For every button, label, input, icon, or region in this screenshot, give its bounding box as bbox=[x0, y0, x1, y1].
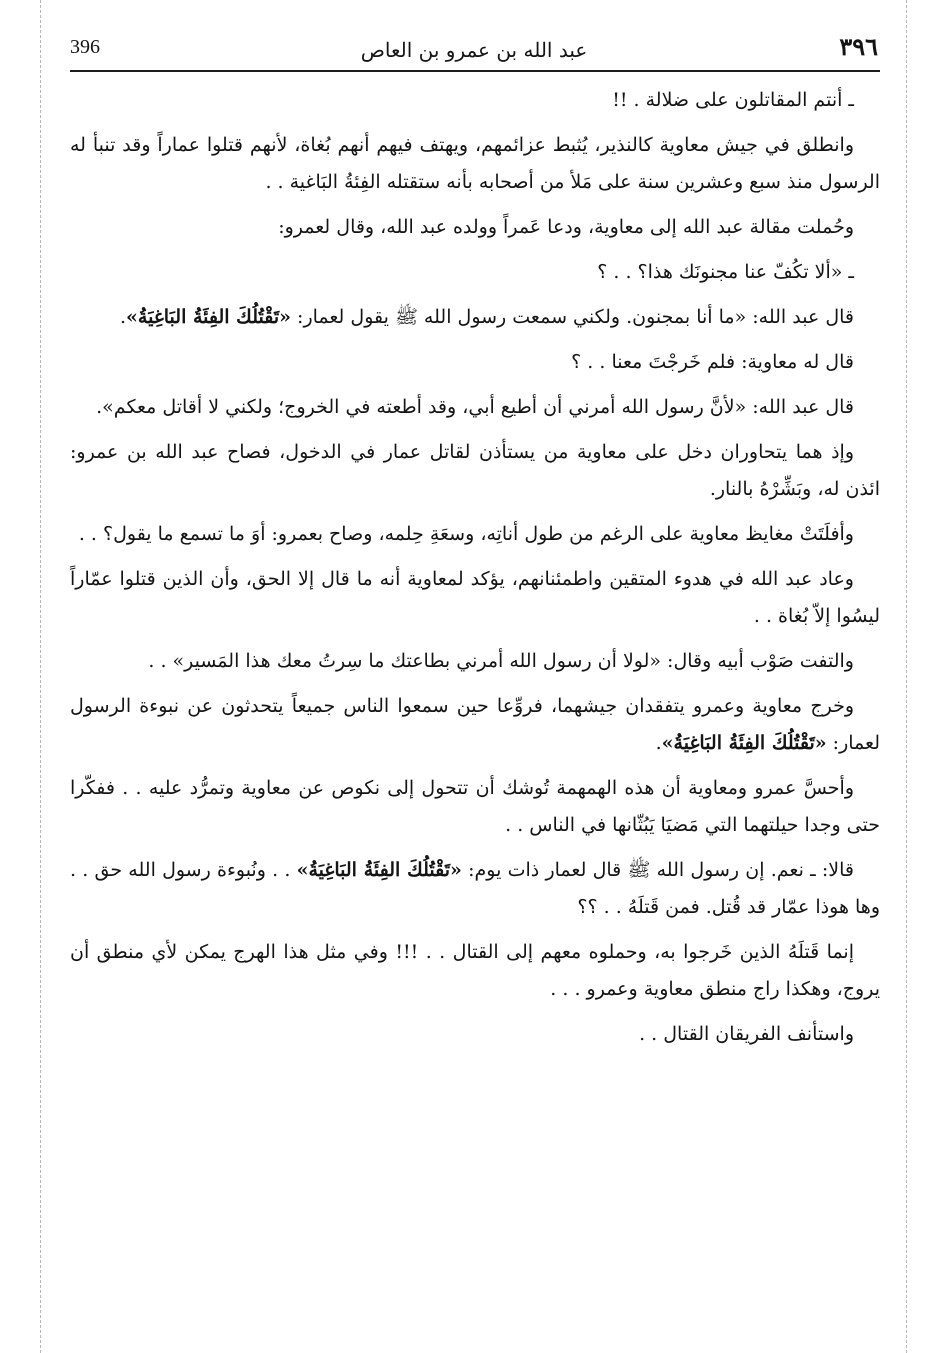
paragraph-text: وإذ هما يتحاوران دخل على معاوية من يستأذن لقاتل عمار في الدخول، فصاح عبد الله بن عمرو: ائذن له، وبَشِّرْهُ بالنار. bbox=[70, 441, 880, 500]
paragraph-text: إنما قَتلَهُ الذين خَرجوا به، وحملوه معهم إلى القتال . . !!! وفي مثل هذا الهرج يمكن لأي منطق أن يروج، وهكذا راج منطق معاوية وعمرو . . . bbox=[70, 941, 880, 1000]
body-text bbox=[70, 82, 880, 1061]
paragraph bbox=[70, 643, 880, 680]
header-rule bbox=[70, 70, 880, 72]
paragraph-text: وخرج معاوية وعمرو يتفقدان جيشهما، فروِّعا حين سمعوا الناس جميعاً يتحدثون عن نبوءة الرسول لعمار: bbox=[70, 695, 880, 754]
paragraph bbox=[70, 434, 880, 508]
paragraph-text: قال له معاوية: فلم خَرجْتَ معنا . . ؟ bbox=[571, 351, 854, 373]
paragraph-text: قالا: ـ نعم. إن رسول الله ﷺ قال لعمار ذات يوم: bbox=[461, 859, 854, 881]
paragraph bbox=[70, 516, 880, 553]
hadith-quote: «تَقْتُلُكَ الفِئَةُ البَاغِيَةُ» bbox=[661, 732, 827, 754]
paragraph bbox=[70, 770, 880, 844]
paragraph-text: . . ونُبوءة رسول الله حق . . وها هوذا عمّار قد قُتل. فمن قَتلَهُ . . ؟؟ bbox=[70, 859, 880, 918]
left-dashed-margin bbox=[40, 0, 41, 1353]
paragraph-text: والتفت صَوْب أبيه وقال: «لولا أن رسول الله أمرني بطاعتك ما سِرتُ معك هذا المَسير» . . bbox=[148, 650, 854, 672]
running-title: عبد الله بن عمرو بن العاص bbox=[360, 38, 588, 62]
hadith-quote: «تَقْتُلُكَ الفِئَةُ البَاغِيَةُ» bbox=[296, 859, 462, 881]
paragraph bbox=[70, 82, 880, 119]
paragraph bbox=[70, 1016, 880, 1053]
running-header bbox=[70, 30, 878, 66]
paragraph bbox=[70, 127, 880, 201]
paragraph-text: . bbox=[655, 732, 662, 754]
page-number-latin: 396 bbox=[70, 36, 100, 58]
paragraph-text: وأحسَّ عمرو ومعاوية أن هذه الهمهمة تُوشك أن تتحول إلى نكوص عن معاوية وتمرُّد عليه . . ففكّرا حتى وجدا حيلتهما التي مَضيَا يَبُثّانها في الناس . . bbox=[70, 777, 880, 836]
paragraph bbox=[70, 344, 880, 381]
paragraph-text: ـ أنتم المقاتلون على ضلالة . !! bbox=[612, 89, 854, 111]
paragraph-text: قال عبد الله: «لأنَّ رسول الله أمرني أن أطيع أبي، وقد أطعته في الخروج؛ ولكني لا أقاتل معكم». bbox=[96, 396, 854, 418]
paragraph-text: وحُملت مقالة عبد الله إلى معاوية، ودعا عَمراً وولده عبد الله، وقال لعمرو: bbox=[278, 216, 854, 238]
paragraph-text: . bbox=[119, 306, 127, 328]
paragraph bbox=[70, 852, 880, 926]
paragraph bbox=[70, 934, 880, 1008]
paragraph-text: ـ «ألا تكُفّ عنا مجنونَك هذا؟ . . ؟ bbox=[597, 261, 854, 283]
hadith-quote: «تَقْتُلُكَ الفِئَةُ البَاغِيَةُ» bbox=[126, 306, 291, 328]
page-number-arabic: ٣٩٦ bbox=[839, 32, 878, 61]
paragraph-text: وأفلَتَتْ مغايظ معاوية على الرغم من طول أناتِه، وسعَةِ حِلمه، وصاح بعمرو: أوَ ما تسمع ما يقول؟ . . bbox=[78, 523, 854, 545]
paragraph bbox=[70, 299, 880, 336]
paragraph-text: وانطلق في جيش معاوية كالنذير، يُثبط عزائمهم، ويهتف فيهم أنهم بُغاة، لأنهم قتلوا عماراً وقد تنبأ له الرسول منذ سبع وعشرين سنة على مَلأ من أصحابه بأنه ستقتله الفِئةُ البَاغية . . bbox=[70, 134, 880, 193]
paragraph-text: واستأنف الفريقان القتال . . bbox=[639, 1023, 854, 1045]
paragraph-text: وعاد عبد الله في هدوء المتقين واطمئنانهم، يؤكد لمعاوية أنه ما قال إلا الحق، وأن الذين قتلوا عمّاراً ليسُوا إلاّ بُغاة . . bbox=[70, 568, 880, 627]
right-dashed-margin bbox=[906, 0, 907, 1353]
paragraph bbox=[70, 254, 880, 291]
paragraph bbox=[70, 688, 880, 762]
paragraph bbox=[70, 561, 880, 635]
paragraph bbox=[70, 389, 880, 426]
paragraph-text: قال عبد الله: «ما أنا بمجنون. ولكني سمعت رسول الله ﷺ يقول لعمار: bbox=[291, 306, 854, 328]
paragraph bbox=[70, 209, 880, 246]
